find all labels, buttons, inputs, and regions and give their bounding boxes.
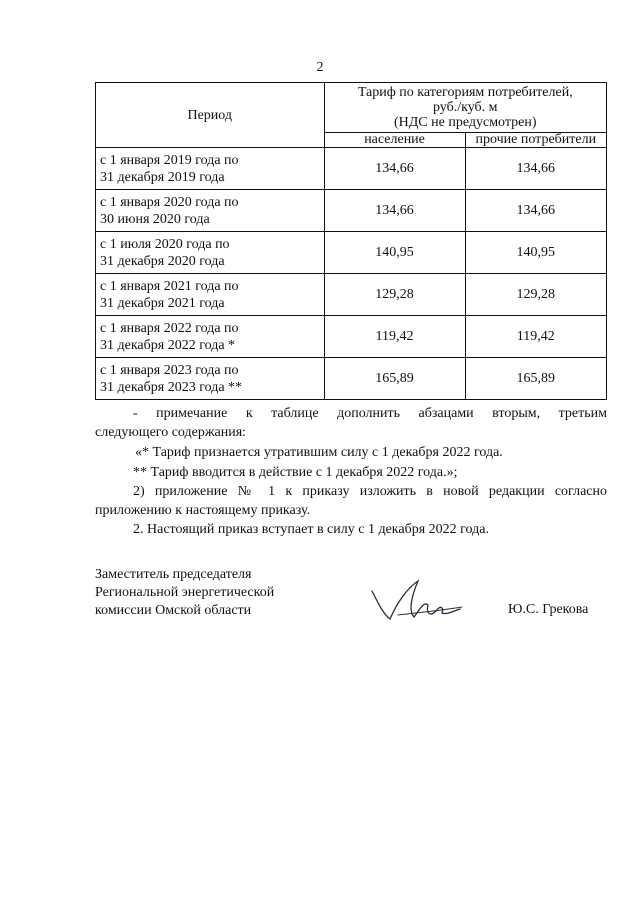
period-cell [96,316,325,358]
signatory-title-line: комиссии Омской области [95,603,252,618]
table-row [96,274,607,316]
period-line: с 1 января 2019 года по [100,152,239,168]
header-tariff-line: Тариф по категориям потребителей, [357,85,573,100]
header-tariff-line: руб./куб. м [432,100,498,115]
paragraph-note-line2: следующего содержания: [95,425,247,440]
table-row [96,232,607,274]
period-line: 31 декабря 2022 года * [100,337,236,353]
period-line: 31 декабря 2021 года [100,295,225,311]
period-cell [96,274,325,316]
signatory-title-line: Региональной энергетической [95,585,275,600]
header-population: население [324,133,465,148]
period-line: с 1 января 2023 года по [100,362,239,378]
population-value: 129,28 [324,274,465,316]
period-line: с 1 января 2020 года по [100,194,239,210]
period-line: 31 декабря 2020 года [100,253,225,269]
header-tariff-line: (НДС не предусмотрен) [393,115,537,130]
table-row [96,148,607,190]
other-value: 119,42 [465,316,606,358]
population-value: 134,66 [324,148,465,190]
population-value: 134,66 [324,190,465,232]
signatory-title [95,566,274,620]
period-line: с 1 июля 2020 года по [100,236,230,252]
table-row [96,358,607,400]
period-line: с 1 января 2022 года по [100,320,239,336]
other-value: 140,95 [465,232,606,274]
paragraph-note-double-star: ** Тариф вводится в действие с 1 декабря 2022 года.»; [133,465,458,480]
period-cell [96,358,325,400]
other-value: 129,28 [465,274,606,316]
other-value: 134,66 [465,148,606,190]
period-cell [96,148,325,190]
paragraph-appendix-line2: приложению к настоящему приказу. [95,503,311,518]
population-value: 140,95 [324,232,465,274]
header-other: прочие потребители [465,133,606,148]
period-line: 30 июня 2020 года [100,211,210,227]
tariff-table [95,82,607,400]
header-tariff [324,83,606,133]
signatory-name: Ю.С. Грекова [508,602,589,617]
other-value: 165,89 [465,358,606,400]
table-row [96,190,607,232]
table-header-row [96,83,607,133]
paragraph-effective-date: 2. Настоящий приказ вступает в силу с 1 декабря 2022 года. [133,522,489,537]
paragraph-appendix-line1: 2) приложение № 1 к приказу изложить в новой редакции согласно [133,484,607,499]
table-row [96,316,607,358]
other-value: 134,66 [465,190,606,232]
page-number: 2 [316,60,324,75]
period-line: с 1 января 2021 года по [100,278,239,294]
paragraph-note-line1: - примечание к таблице дополнить абзацами вторым, третьим [133,406,607,421]
population-value: 165,89 [324,358,465,400]
handwritten-signature [368,575,468,625]
period-line: 31 декабря 2023 года ** [100,379,243,395]
period-cell [96,190,325,232]
period-line: 31 декабря 2019 года [100,169,225,185]
period-cell [96,232,325,274]
signatory-title-line: Заместитель председателя [95,567,252,582]
header-period: Период [96,83,325,148]
population-value: 119,42 [324,316,465,358]
paragraph-note-star: «* Тариф признается утратившим силу с 1 декабря 2022 года. [135,445,503,460]
